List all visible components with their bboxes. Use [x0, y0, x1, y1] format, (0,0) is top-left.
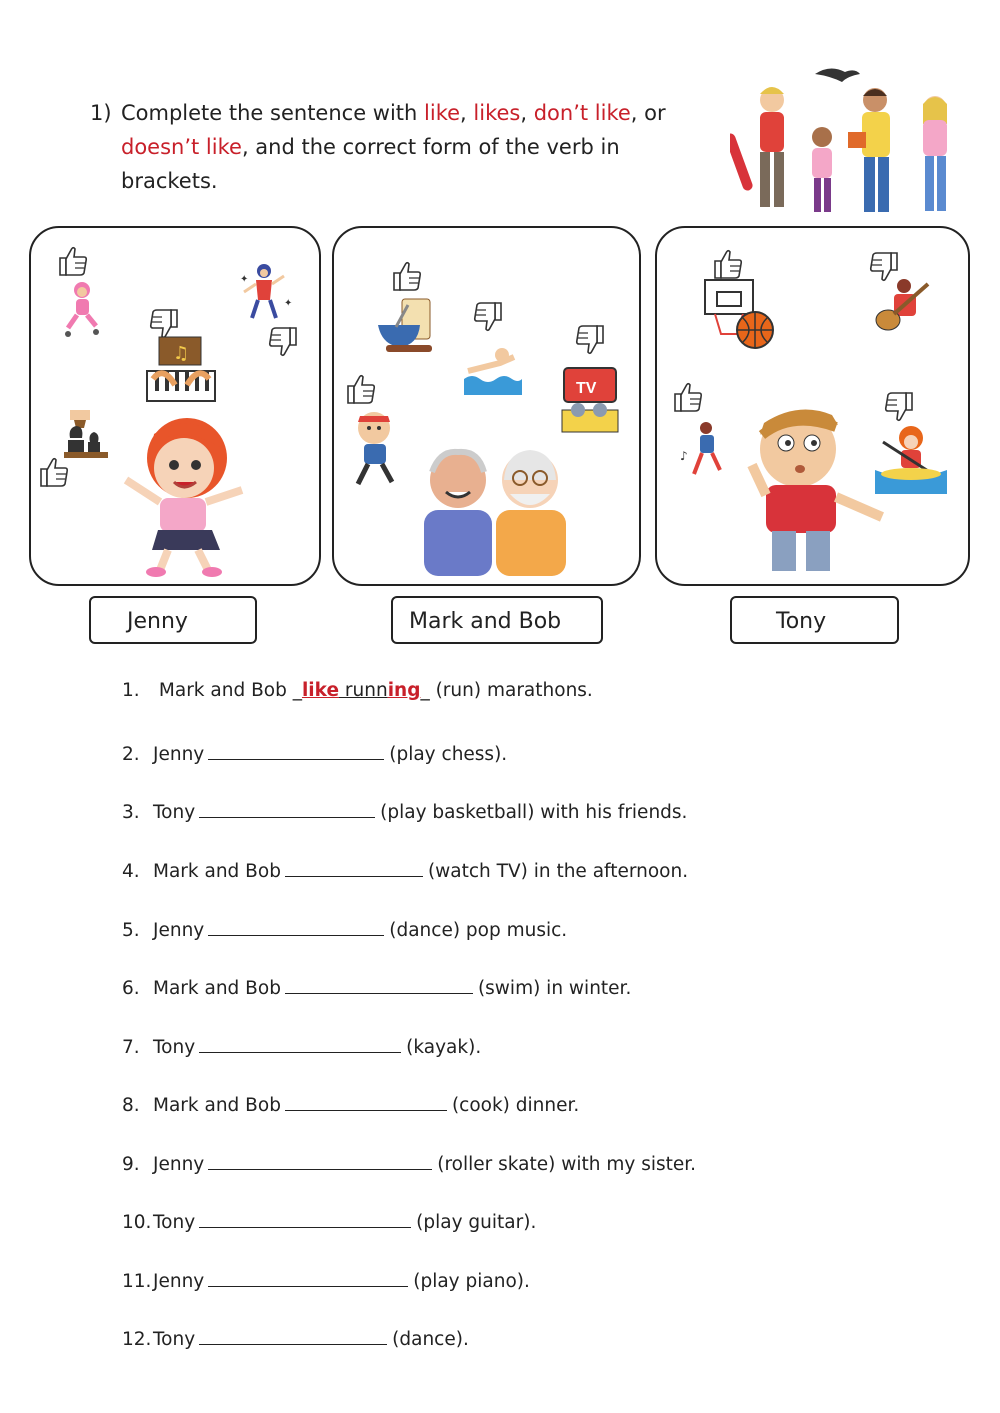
sentence-7: 7. Tony (kayak).: [122, 1034, 481, 1058]
sentence-4: 4. Mark and Bob (watch TV) in the afternoon.: [122, 858, 688, 882]
answer-blank[interactable]: [199, 1326, 387, 1345]
instruction-number: 1): [90, 101, 112, 125]
answer-blank[interactable]: [208, 1268, 408, 1287]
thumb-up-icon: [390, 259, 424, 293]
instruction-text: Complete the sentence with like, likes, don’t like, or doesn’t like, and the correct form of the verb in brackets.: [121, 101, 666, 193]
word-dont-like: don’t like: [533, 101, 631, 125]
basketball-icon: [703, 278, 775, 350]
thumb-up-icon: [56, 244, 90, 278]
sentence-8: 8. Mark and Bob (cook) dinner.: [122, 1092, 579, 1116]
name-jenny: Jenny: [89, 596, 257, 644]
thumb-down-icon: [471, 300, 505, 334]
thumb-down-icon: [266, 325, 300, 359]
thumb-down-icon: [573, 323, 607, 357]
sentence-11: 11.Jenny (play piano).: [122, 1268, 530, 1292]
answer-blank[interactable]: [199, 1034, 401, 1053]
svg-text:♪: ♪: [680, 449, 688, 463]
answer-blank[interactable]: [285, 1092, 447, 1111]
running-icon: [348, 408, 402, 490]
answer-blank[interactable]: [208, 1151, 432, 1170]
answer-blank[interactable]: [208, 917, 384, 936]
thumb-up-icon: [671, 380, 705, 414]
sentence-3: 3. Tony (play basketball) with his friends.: [122, 799, 687, 823]
sentence-1: 1. Mark and Bob _like running_ (run) marathons.: [122, 680, 593, 701]
thumb-up-icon: [711, 247, 745, 281]
word-likes: likes: [473, 101, 521, 125]
dance-icon: [680, 420, 728, 480]
piano-icon: [145, 335, 217, 405]
sentence-9: 9. Jenny (roller skate) with my sister.: [122, 1151, 696, 1175]
svg-text:✦: ✦: [240, 274, 249, 285]
swim-icon: [460, 345, 522, 397]
cooking-icon: [376, 297, 436, 357]
answer-blank[interactable]: [208, 741, 384, 760]
sentence-12: 12.Tony (dance).: [122, 1326, 469, 1350]
instruction: [90, 96, 710, 198]
name-mark-and-bob: Mark and Bob: [391, 596, 603, 644]
tv-icon: [558, 362, 622, 434]
answer-blank[interactable]: [199, 799, 375, 818]
answer-blank[interactable]: [285, 975, 473, 994]
roller-skate-icon: [62, 280, 102, 340]
svg-text:TV: TV: [576, 380, 597, 397]
word-doesnt-like: doesn’t like: [121, 135, 242, 159]
sentence-2: 2. Jenny (play chess).: [122, 741, 507, 765]
guitar-icon: [872, 276, 932, 338]
jenny-girl-illustration: [112, 410, 262, 578]
answer-blank[interactable]: [199, 1209, 411, 1228]
dance-icon: [236, 262, 296, 324]
answer-blank[interactable]: [285, 858, 423, 877]
thumb-up-icon: [344, 372, 378, 406]
mark-and-bob-illustration: [410, 440, 580, 576]
svg-text:✦: ✦: [284, 298, 293, 309]
svg-text:♫: ♫: [173, 343, 190, 364]
tony-boy-illustration: [742, 405, 902, 577]
sentence-6: 6. Mark and Bob (swim) in winter.: [122, 975, 631, 999]
example-answer-like: like: [301, 680, 340, 701]
sentence-10: 10.Tony (play guitar).: [122, 1209, 536, 1233]
name-tony: Tony: [730, 596, 899, 644]
sentence-5: 5. Jenny (dance) pop music.: [122, 917, 567, 941]
friends-group-illustration: [730, 62, 970, 222]
thumb-up-icon: [37, 455, 71, 489]
word-like: like: [424, 101, 461, 125]
